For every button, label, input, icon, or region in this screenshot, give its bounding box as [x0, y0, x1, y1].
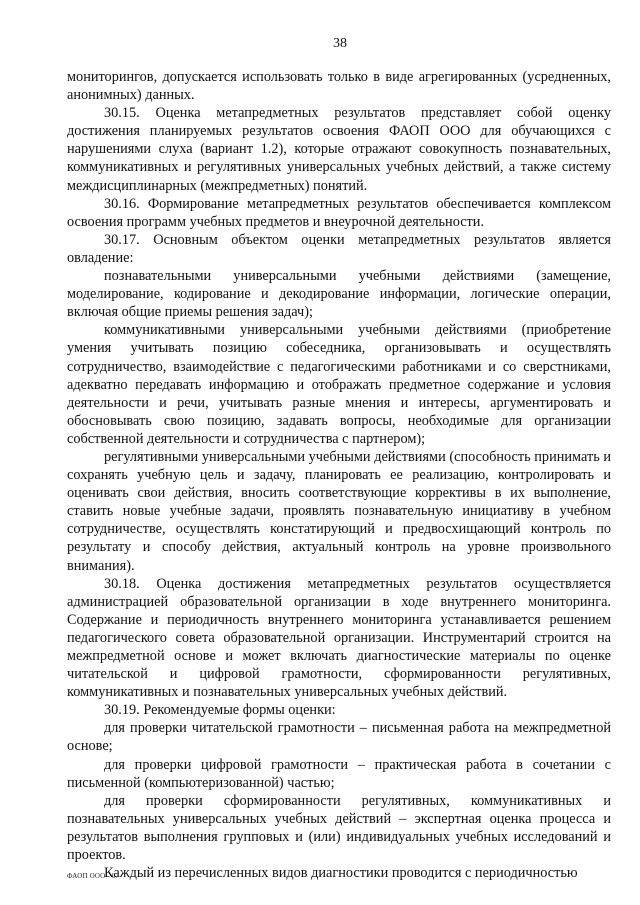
paragraph-30-18: 30.18. Оценка достижения метапредметных результатов осуществляется администрацией образовательной организации в ходе внутреннего мониторинга. Содержание и периодичность внутреннего мониторинга устанавливается решением педагогического совета образовательной организации. Инструментарий строится на межпредметной основе и может включать диагностические материалы по оценке читательской и цифровой грамотности, сформированности регулятивных, коммуникативных и познавательных универсальных учебных действий.	[67, 575, 611, 701]
list-item-digital-literacy: для проверки цифровой грамотности – практическая работа в сочетании с письменной (компьютеризованной) частью;	[67, 756, 611, 791]
document-body	[67, 68, 611, 882]
paragraph-continuation: мониторингов, допускается использовать только в виде агрегированных (усредненных, анонимных) данных.	[67, 69, 611, 104]
list-item-universal-actions: для проверки сформированности регулятивных, коммуникативных и познавательных универсальных учебных действий – экспертная оценка процесса и результатов выполнения групповых и (или) индивидуальных учебных исследований и проектов.	[67, 792, 611, 864]
paragraph-30-19: 30.19. Рекомендуемые формы оценки:	[104, 702, 336, 719]
paragraph-30-15: 30.15. Оценка метапредметных результатов представляет собой оценку достижения планируемых результатов освоения ФАОП ООО для обучающихся с нарушениями слуха (вариант 1.2), которые отражают совокупность познавательных, коммуникативных и регулятивных универсальных учебных действий, а также систему междисциплинарных (межпредметных) понятий.	[67, 105, 611, 194]
paragraph-30-17: 30.17. Основным объектом оценки метапредметных результатов является овладение:	[67, 231, 611, 266]
paragraph-30-16: 30.16. Формирование метапредметных результатов обеспечивается комплексом освоения программ учебных предметов и внеурочной деятельности.	[67, 195, 611, 230]
page-number: 38	[333, 36, 347, 51]
list-item-reading-literacy: для проверки читательской грамотности – письменная работа на межпредметной основе;	[67, 720, 611, 755]
list-item-cognitive: познавательными универсальными учебными действиями (замещение, моделирование, кодирование и декодирование информации, логические операции, включая общие приемы решения задач);	[67, 268, 611, 321]
list-item-regulatory: регулятивными универсальными учебными действиями (способность принимать и сохранять учебную цель и задачу, планировать ее реализацию, контролировать и оценивать свои действия, вносить соответствующие коррективы в их выполнение, ставить новые учебные задачи, проявлять познавательную инициативу в учебном сотрудничестве, осуществлять констатирующий и предвосхищающий контроль по результату и способу действия, актуальный контроль на уровне произвольного внимания).	[67, 448, 611, 574]
page-footer: ФАОП ООО - 07	[67, 872, 120, 880]
paragraph-periodicity: Каждый из перечисленных видов диагностики проводится с периодичностью	[104, 865, 578, 882]
list-item-communicative: коммуникативными универсальными учебными действиями (приобретение умения учитывать позицию собеседника, организовывать и осуществлять сотрудничество, взаимодействие с педагогическими работниками и со сверстниками, адекватно передавать информацию и отображать предметное содержание и условия деятельности и речи, учитывать разные мнения и интересы, аргументировать и обосновывать свою позицию, задавать вопросы, необходимые для организации собственной деятельности и сотрудничества с партнером);	[67, 322, 611, 447]
